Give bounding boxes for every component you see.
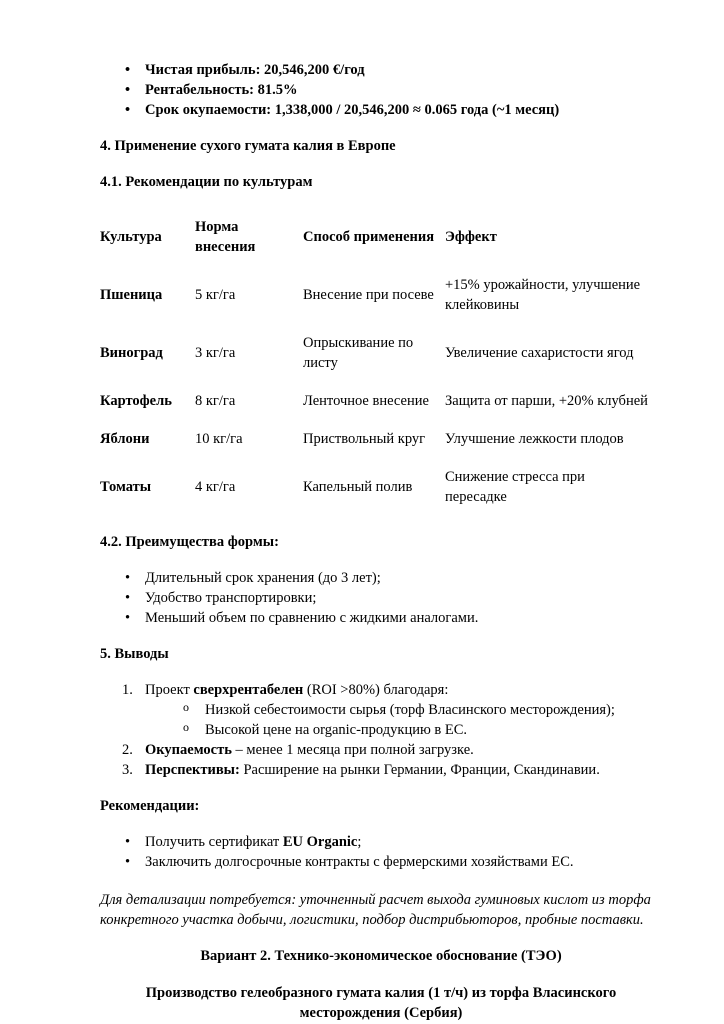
list-item: [100, 680, 662, 740]
section-4-heading: 4. Применение сухого гумата калия в Европе: [100, 138, 396, 154]
financial-bullet-text: Рентабельность: 81.5%: [145, 82, 298, 98]
table-cell-effect: +15% урожайности, улучшение клейковины: [445, 277, 641, 313]
table-cell-method: Опрыскивание по листу: [303, 335, 414, 371]
list-item: [100, 80, 662, 100]
table-row: [100, 266, 660, 324]
financial-bullet-text: Срок окупаемости: 1,338,000 / 20,546,200 ≈ 0.065 года (~1 месяц): [145, 102, 560, 118]
table-cell-rate: 3 кг/га: [195, 345, 236, 361]
variant-2-subheading: Производство гелеобразного гумата калия (1 т/ч) из торфа Власинского месторождения (Сербия): [145, 985, 617, 1021]
column-header-method: Способ применения: [303, 229, 435, 245]
text-run: (ROI >80%) благодаря:: [303, 682, 449, 698]
crops-table: [100, 208, 660, 516]
table-cell-effect: Защита от парши, +20% клубней: [445, 393, 648, 409]
list-item: [100, 100, 662, 120]
advantage-text: Меньший объем по сравнению с жидкими аналогами.: [145, 610, 479, 626]
advantage-text: Удобство транспортировки;: [145, 590, 317, 606]
text-run: Получить сертификат: [145, 834, 283, 850]
list-item: [100, 568, 662, 588]
list-item: [100, 760, 662, 780]
table-cell-crop: Виноград: [100, 345, 163, 361]
table-cell-rate: 10 кг/га: [195, 431, 243, 447]
list-item: [100, 832, 662, 852]
table-cell-method: Капельный полив: [303, 479, 413, 495]
advantage-text: Длительный срок хранения (до 3 лет);: [145, 570, 381, 586]
table-cell-rate: 4 кг/га: [195, 479, 236, 495]
text-run: – менее 1 месяца при полной загрузке.: [231, 742, 474, 758]
conclusion-sub-list: [145, 700, 662, 740]
list-item: [145, 720, 662, 740]
table-cell-effect: Снижение стресса при пересадке: [445, 469, 585, 505]
table-row: [100, 324, 660, 382]
financial-summary-list: [100, 60, 662, 120]
text-run: Расширение на рынки Германии, Франции, Скандинавии.: [239, 762, 600, 778]
table-cell-rate: 8 кг/га: [195, 393, 236, 409]
text-run-bold: Окупаемость: [145, 742, 232, 758]
list-item: [100, 608, 662, 628]
table-cell-crop: Яблони: [100, 431, 150, 447]
list-item: [145, 700, 662, 720]
list-item: [100, 740, 662, 760]
table-cell-rate: 5 кг/га: [195, 287, 236, 303]
section-4-1-heading: 4.1. Рекомендации по культурам: [100, 174, 313, 190]
sub-item-text: Высокой цене на organic-продукцию в ЕС.: [205, 722, 468, 738]
section-5-heading: 5. Выводы: [100, 646, 169, 662]
text-run: Заключить долгосрочные контракты с фермерскими хозяйствами ЕС.: [145, 854, 574, 870]
table-cell-method: Внесение при посеве: [303, 287, 434, 303]
detail-note: Для детализации потребуется: уточненный расчет выхода гуминовых кислот из торфа конкретного участка добычи, логистики, подбор дистрибьюторов, пробные поставки.: [100, 892, 651, 928]
list-item: [100, 588, 662, 608]
financial-bullet-text: Чистая прибыль: 20,546,200 €/год: [145, 62, 365, 78]
text-run-bold: сверхрентабелен: [193, 682, 304, 698]
list-item: [100, 852, 662, 872]
table-cell-effect: Увеличение сахаристости ягод: [445, 345, 634, 361]
table-row: [100, 458, 660, 516]
table-cell-method: Ленточное внесение: [303, 393, 429, 409]
table-cell-crop: Картофель: [100, 393, 172, 409]
column-header-crop: Культура: [100, 229, 162, 245]
recommendations-list: [100, 832, 662, 872]
text-run: ;: [357, 834, 362, 850]
text-run-bold: Перспективы:: [145, 762, 240, 778]
table-cell-effect: Улучшение лежкости плодов: [445, 431, 624, 447]
table-cell-crop: Пшеница: [100, 287, 163, 303]
column-header-rate: Норма внесения: [195, 219, 256, 255]
table-row: [100, 382, 660, 420]
text-run-bold: EU Organic: [282, 834, 358, 850]
variant-2-heading: Вариант 2. Технико-экономическое обоснование (ТЭО): [200, 948, 562, 964]
text-run: Проект: [145, 682, 194, 698]
section-4-2-heading: 4.2. Преимущества формы:: [100, 534, 279, 550]
table-row: [100, 420, 660, 458]
table-cell-crop: Томаты: [100, 479, 152, 495]
table-cell-method: Приствольный круг: [303, 431, 426, 447]
advantages-list: [100, 568, 662, 628]
recommendations-heading: Рекомендации:: [100, 798, 200, 814]
sub-item-text: Низкой себестоимости сырья (торф Власинского месторождения);: [205, 702, 615, 718]
list-item: [100, 60, 662, 80]
conclusions-list: [100, 680, 662, 780]
column-header-effect: Эффект: [445, 229, 497, 245]
table-header-row: [100, 208, 660, 266]
